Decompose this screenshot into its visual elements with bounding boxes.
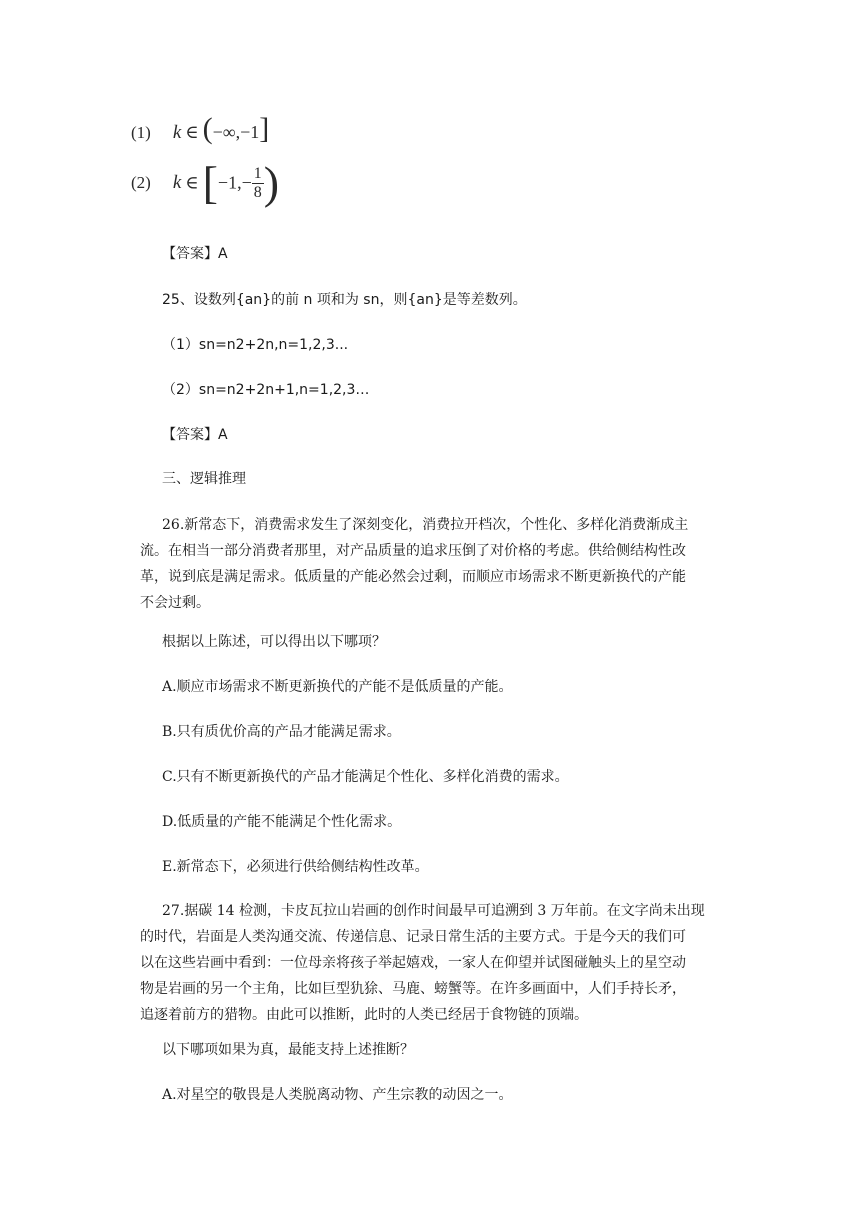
- question-27-passage: [140, 898, 740, 1028]
- question-26-option-c: C.只有不断更新换代的产品才能满足个性化、多样化消费的需求。: [162, 769, 569, 785]
- math-open-1: (: [202, 112, 213, 145]
- math-prefix-2: −1,−: [217, 172, 252, 193]
- question-26-option-d: D.低质量的产能不能满足个性化需求。: [162, 814, 402, 830]
- question-27-option-a: A.对星空的敬畏是人类脱离动物、产生宗教的动因之一。: [162, 1087, 513, 1103]
- passage-line: 物是岩画的另一个主角，比如巨型犰狳、马鹿、螃蟹等。在许多画面中，人们手持长矛，: [140, 981, 686, 997]
- question-26-option-b: B.只有质优价高的产品才能满足需求。: [162, 724, 401, 740]
- math-label-2: (2): [131, 173, 151, 192]
- question-25-answer: 【答案】A: [162, 427, 228, 443]
- math-close-2: ): [263, 157, 280, 208]
- passage-line: 的时代，岩面是人类沟通交流、传递信息、记录日常生活的主要方式。于是今天的我们可: [140, 929, 686, 945]
- question-26-prompt: 根据以上陈述，可以得出以下哪项？: [162, 634, 386, 650]
- question-25-condition-1: （1）sn=n2+2n,n=1,2,3...: [162, 337, 349, 353]
- question-26-passage: [140, 512, 740, 616]
- passage-line: 革，说到底是满足需求。低质量的产能必然会过剩，而顺应市场需求不断更新换代的产能: [140, 569, 686, 585]
- math-in-1: ∈: [185, 122, 199, 142]
- passage-line: 追逐着前方的猎物。由此可以推断，此时的人类已经居于食物链的顶端。: [140, 1007, 588, 1023]
- question-26-option-e: E.新常态下，必须进行供给侧结构性改革。: [162, 859, 429, 875]
- math-var-1: k: [172, 122, 182, 143]
- math-item-1: [131, 112, 269, 146]
- fraction-denominator: 8: [253, 183, 262, 201]
- answer-1: 【答案】A: [162, 246, 228, 262]
- fraction-numerator: 1: [253, 164, 262, 182]
- passage-line: 27.据碳 14 检测，卡皮瓦拉山岩画的创作时间最早可追溯到 3 万年前。在文字尚未出现: [162, 903, 705, 919]
- section-heading: 三、逻辑推理: [162, 471, 246, 487]
- passage-line: 流。在相当一部分消费者那里，对产品质量的追求压倒了对价格的考虑。供给侧结构性改: [140, 543, 686, 559]
- math-item-2: [131, 157, 280, 208]
- question-25-condition-2: （2）sn=n2+2n+1,n=1,2,3…: [162, 382, 370, 398]
- passage-line: 不会过剩。: [140, 595, 210, 611]
- math-content-1: −∞,−1: [212, 122, 260, 142]
- passage-line: 26.新常态下，消费需求发生了深刻变化，消费拉开档次，个性化、多样化消费渐成主: [162, 517, 689, 533]
- question-25-stem: 25、设数列{an}的前 n 项和为 sn，则{an}是等差数列。: [162, 292, 527, 308]
- passage-line: 以在这些岩画中看到：一位母亲将孩子举起嬉戏，一家人在仰望并试图碰触头上的星空动: [140, 955, 686, 971]
- math-var-2: k: [172, 172, 182, 193]
- question-27-prompt: 以下哪项如果为真，最能支持上述推断？: [162, 1042, 414, 1058]
- math-fraction-2: [252, 165, 264, 201]
- math-open-2: [: [202, 157, 218, 208]
- math-close-1: ]: [259, 112, 270, 145]
- question-26-option-a: A.顺应市场需求不断更新换代的产能不是低质量的产能。: [162, 679, 513, 695]
- math-label-1: (1): [131, 123, 151, 142]
- math-in-2: ∈: [185, 172, 199, 193]
